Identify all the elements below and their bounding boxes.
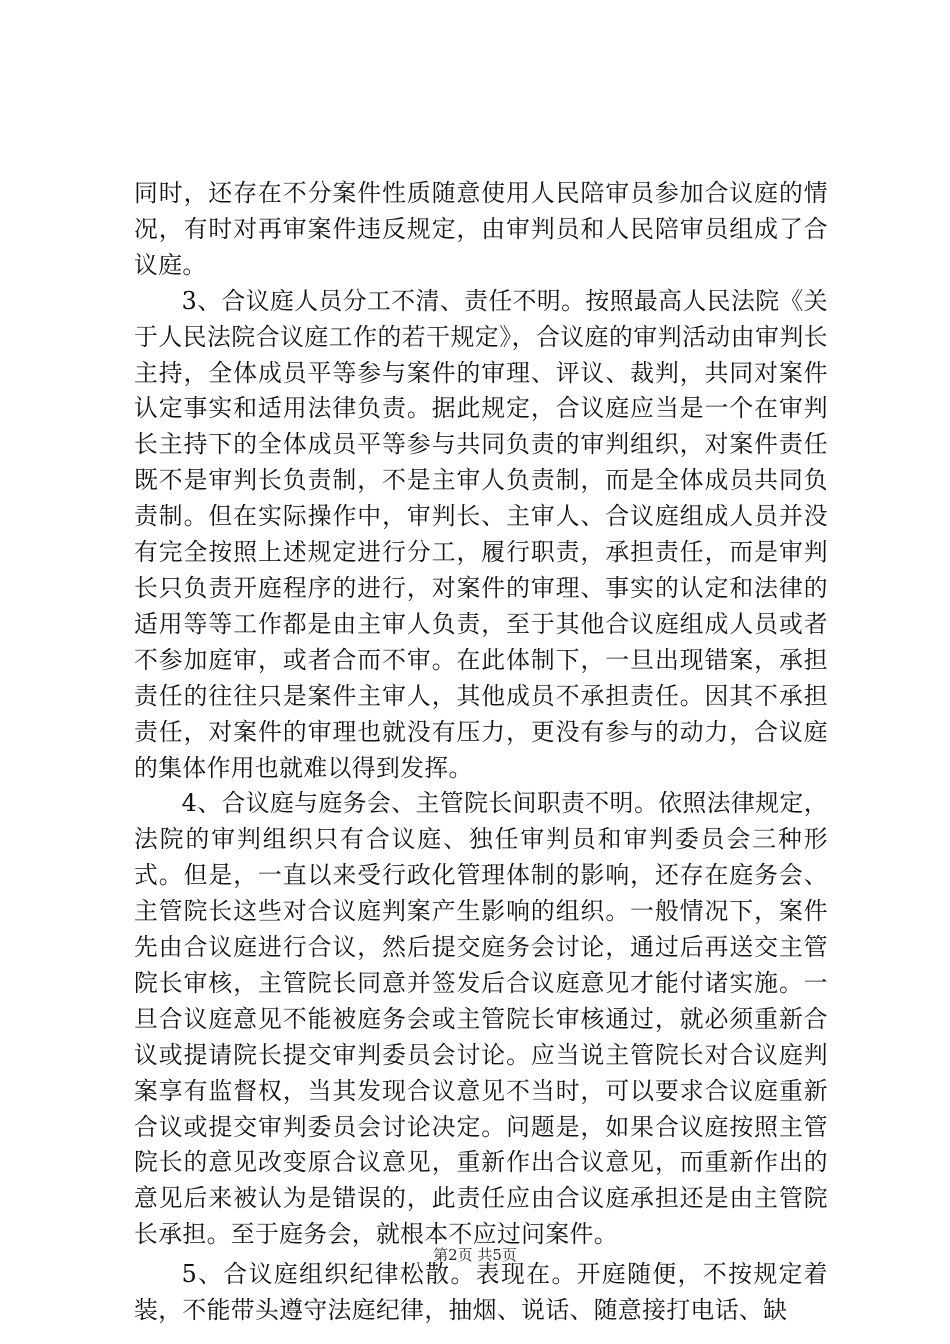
paragraph-item-3: 3、合议庭人员分工不清、责任不明。按照最高人民法院《关于人民法院合议庭工作的若干规定》，合议庭的审判活动由审判长主持，全体成员平等参与案件的审理、评议、裁判，共同对案件认定事实和适用法律负责。据此规定，合议庭应当是一个在审判长主持下的全体成员平等参与共同负责的审判组织，对案件责任既不是审判长负责制，不是主审人负责制，而是全体成员共同负责制。但在实际操作中，审判长、主审人、合议庭组成人员并没有完全按照上述规定进行分工，履行职责，承担责任，而是审判长只负责开庭程序的进行，对案件的审理、事实的认定和法律的适用等等工作都是由主审人负责，至于其他合议庭组成人员或者不参加庭审，或者合而不审。在此体制下，一旦出现错案，承担责任的往往只是案件主审人，其他成员不承担责任。因其不承担责任，对案件的审理也就没有压力，更没有参与的动力，合议庭的集体作用也就难以得到发挥。 <box>134 286 828 782</box>
document-body <box>134 176 828 1329</box>
page-number-footer: 第2页 共5页 <box>433 1246 517 1264</box>
paragraph-item-4: 4、合议庭与庭务会、主管院长间职责不明。依照法律规定，法院的审判组织只有合议庭、独任审判员和审判委员会三种形式。但是，一直以来受行政化管理体制的影响，还存在庭务会、主管院长这些对合议庭判案产生影响的组织。一般情况下，案件先由合议庭进行合议，然后提交庭务会讨论，通过后再送交主管院长审核，主管院长同意并签发后合议庭意见才能付诸实施。一旦合议庭意见不能被庭务会或主管院长审核通过，就必须重新合议或提请院长提交审判委员会讨论。应当说主管院长对合议庭判案享有监督权，当其发现合议意见不当时，可以要求合议庭重新合议或提交审判委员会讨论决定。问题是，如果合议庭按照主管院长的意见改变原合议意见，重新作出合议意见，而重新作出的意见后来被认为是错误的，此责任应由合议庭承担还是由主管院长承担。至于庭务会，就根本不应过问案件。 <box>134 789 828 1249</box>
paragraph-item-5: 5、合议庭组织纪律松散。表现在。开庭随便，不按规定着装，不能带头遵守法庭纪律，抽烟、说话、随意接打电话、缺 <box>134 1260 828 1325</box>
paragraph-continuation: 同时，还存在不分案件性质随意使用人民陪审员参加合议庭的情况，有时对再审案件违反规定，由审判员和人民陪审员组成了合议庭。 <box>134 179 828 279</box>
